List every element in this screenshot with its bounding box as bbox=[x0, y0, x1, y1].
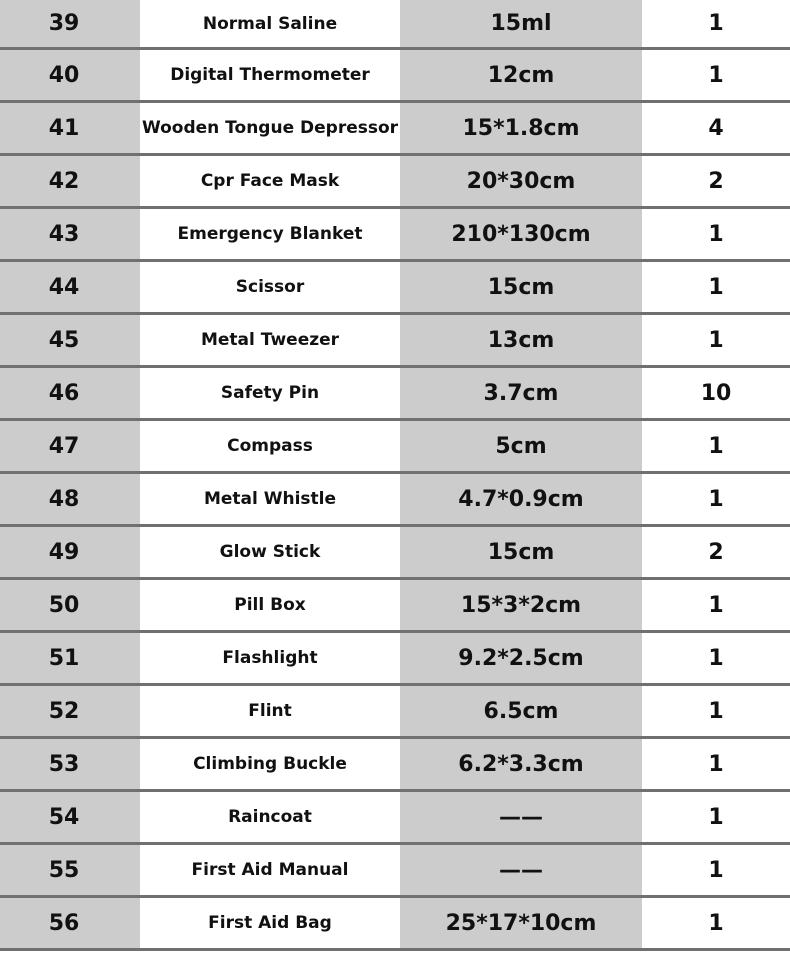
item-number: 53 bbox=[0, 739, 140, 789]
item-number: 56 bbox=[0, 898, 140, 948]
item-size: 25*17*10cm bbox=[400, 898, 642, 948]
item-name: Scissor bbox=[140, 262, 400, 312]
item-size: 15*1.8cm bbox=[400, 103, 642, 153]
table-row bbox=[0, 421, 790, 474]
item-name: Flashlight bbox=[140, 633, 400, 683]
item-quantity: 1 bbox=[642, 580, 790, 630]
item-name: Safety Pin bbox=[140, 368, 400, 418]
item-number: 46 bbox=[0, 368, 140, 418]
item-number: 52 bbox=[0, 686, 140, 736]
item-quantity: 1 bbox=[642, 262, 790, 312]
item-name: First Aid Manual bbox=[140, 845, 400, 895]
item-quantity: 1 bbox=[642, 50, 790, 100]
item-name: Wooden Tongue Depressor bbox=[140, 103, 400, 153]
table-row bbox=[0, 209, 790, 262]
item-quantity: 1 bbox=[642, 686, 790, 736]
table-row bbox=[0, 792, 790, 845]
item-quantity: 2 bbox=[642, 527, 790, 577]
item-name: Emergency Blanket bbox=[140, 209, 400, 259]
item-name: Normal Saline bbox=[140, 0, 400, 47]
item-size: 5cm bbox=[400, 421, 642, 471]
item-size: 15cm bbox=[400, 262, 642, 312]
item-name: Glow Stick bbox=[140, 527, 400, 577]
item-size: 6.2*3.3cm bbox=[400, 739, 642, 789]
item-number: 55 bbox=[0, 845, 140, 895]
table-row bbox=[0, 0, 790, 50]
item-size: 13cm bbox=[400, 315, 642, 365]
item-quantity: 4 bbox=[642, 103, 790, 153]
item-quantity: 1 bbox=[642, 0, 790, 47]
item-quantity: 1 bbox=[642, 739, 790, 789]
item-quantity: 1 bbox=[642, 474, 790, 524]
item-size: —— bbox=[400, 792, 642, 842]
item-number: 44 bbox=[0, 262, 140, 312]
item-size: 210*130cm bbox=[400, 209, 642, 259]
item-number: 39 bbox=[0, 0, 140, 47]
item-size: —— bbox=[400, 845, 642, 895]
item-number: 48 bbox=[0, 474, 140, 524]
item-quantity: 1 bbox=[642, 898, 790, 948]
item-size: 3.7cm bbox=[400, 368, 642, 418]
item-name: First Aid Bag bbox=[140, 898, 400, 948]
item-size: 9.2*2.5cm bbox=[400, 633, 642, 683]
table-row bbox=[0, 686, 790, 739]
item-name: Pill Box bbox=[140, 580, 400, 630]
item-number: 50 bbox=[0, 580, 140, 630]
item-size: 15cm bbox=[400, 527, 642, 577]
item-size: 12cm bbox=[400, 50, 642, 100]
table-row bbox=[0, 633, 790, 686]
table-row bbox=[0, 580, 790, 633]
item-number: 51 bbox=[0, 633, 140, 683]
item-size: 4.7*0.9cm bbox=[400, 474, 642, 524]
item-number: 47 bbox=[0, 421, 140, 471]
table-row bbox=[0, 103, 790, 156]
item-number: 45 bbox=[0, 315, 140, 365]
item-number: 40 bbox=[0, 50, 140, 100]
table-row bbox=[0, 739, 790, 792]
item-number: 43 bbox=[0, 209, 140, 259]
table-row bbox=[0, 845, 790, 898]
item-number: 41 bbox=[0, 103, 140, 153]
table-row bbox=[0, 527, 790, 580]
item-number: 42 bbox=[0, 156, 140, 206]
item-name: Metal Tweezer bbox=[140, 315, 400, 365]
item-quantity: 2 bbox=[642, 156, 790, 206]
item-name: Compass bbox=[140, 421, 400, 471]
table-row bbox=[0, 368, 790, 421]
item-number: 54 bbox=[0, 792, 140, 842]
item-name: Cpr Face Mask bbox=[140, 156, 400, 206]
item-quantity: 1 bbox=[642, 633, 790, 683]
item-quantity: 1 bbox=[642, 209, 790, 259]
item-name: Digital Thermometer bbox=[140, 50, 400, 100]
item-size: 15ml bbox=[400, 0, 642, 47]
item-name: Climbing Buckle bbox=[140, 739, 400, 789]
table-row bbox=[0, 262, 790, 315]
item-size: 15*3*2cm bbox=[400, 580, 642, 630]
item-quantity: 1 bbox=[642, 792, 790, 842]
table-row bbox=[0, 50, 790, 103]
item-quantity: 1 bbox=[642, 421, 790, 471]
table-row bbox=[0, 315, 790, 368]
item-size: 20*30cm bbox=[400, 156, 642, 206]
item-quantity: 1 bbox=[642, 315, 790, 365]
item-quantity: 1 bbox=[642, 845, 790, 895]
item-name: Flint bbox=[140, 686, 400, 736]
item-quantity: 10 bbox=[642, 368, 790, 418]
table-row bbox=[0, 474, 790, 527]
item-size: 6.5cm bbox=[400, 686, 642, 736]
table-row bbox=[0, 156, 790, 209]
item-name: Metal Whistle bbox=[140, 474, 400, 524]
table-row bbox=[0, 898, 790, 951]
item-name: Raincoat bbox=[140, 792, 400, 842]
item-number: 49 bbox=[0, 527, 140, 577]
